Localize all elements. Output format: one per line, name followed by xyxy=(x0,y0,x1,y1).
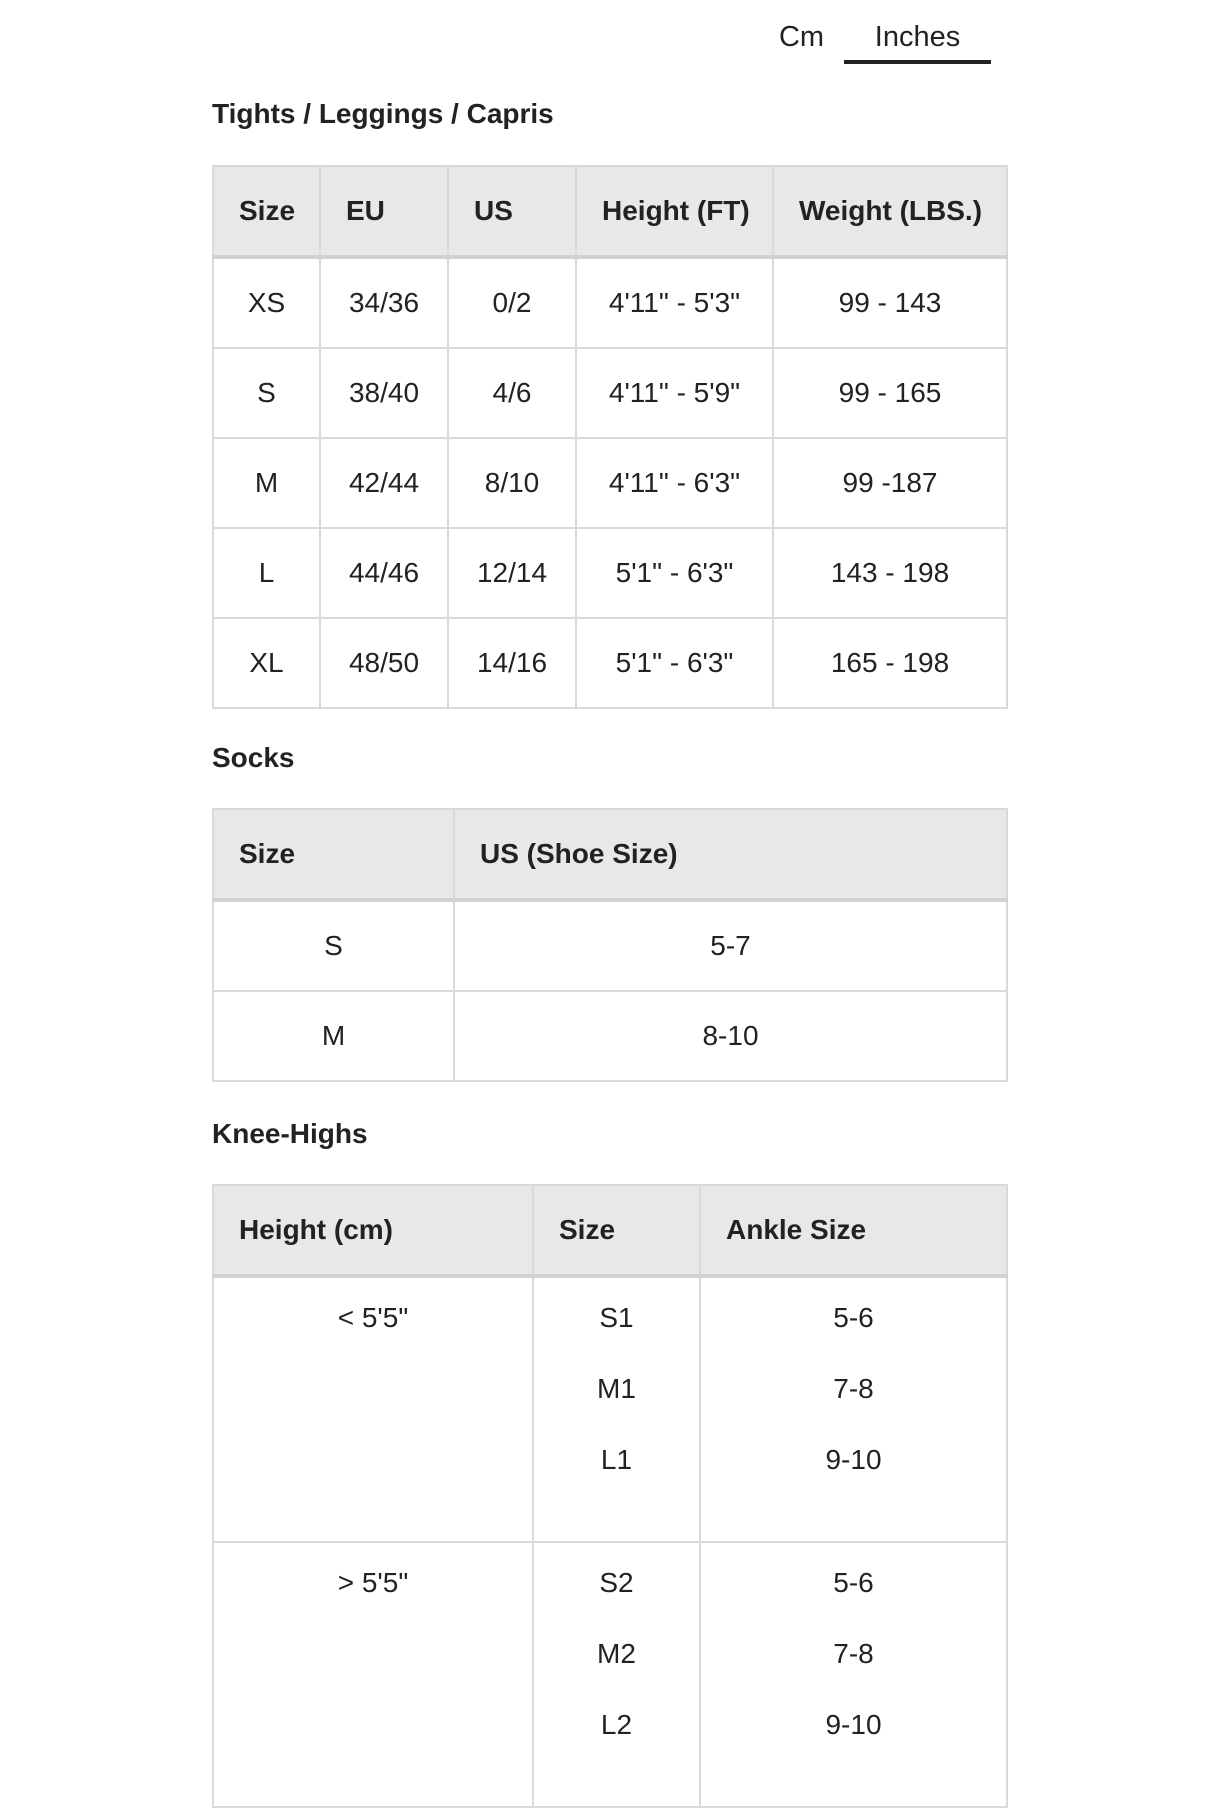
height-value: > 5'5" xyxy=(337,1567,409,1598)
size-value: L2 xyxy=(600,1709,633,1740)
height-cell: 4'11" - 5'3" xyxy=(576,257,773,348)
column-header-us-shoe-size: US (Shoe Size) xyxy=(454,809,1007,900)
column-header-height: Height (cm) xyxy=(213,1185,533,1276)
us-cell: 8/10 xyxy=(448,438,576,528)
size-cell xyxy=(533,1276,700,1542)
height-cell: 4'11" - 5'9" xyxy=(576,348,773,438)
ankle-size-value: 5-6 xyxy=(833,1567,874,1598)
tights-section-title: Tights / Leggings / Capris xyxy=(212,98,554,129)
size-value: S1 xyxy=(599,1302,634,1333)
tights-size-table xyxy=(212,165,1008,709)
socks-section-title: Socks xyxy=(212,742,295,773)
size-cell: S xyxy=(213,900,454,991)
eu-cell: 38/40 xyxy=(320,348,448,438)
size-value: M1 xyxy=(597,1373,636,1404)
size-cell: XL xyxy=(213,618,320,708)
column-header-eu: EU xyxy=(320,166,448,257)
height-cell xyxy=(213,1542,533,1807)
table-header-row xyxy=(213,166,1007,257)
ankle-size-value: 7-8 xyxy=(833,1373,874,1404)
shoe-size-cell: 8-10 xyxy=(454,991,1007,1081)
weight-cell: 99 - 165 xyxy=(773,348,1007,438)
ankle-size-value: 9-10 xyxy=(825,1444,882,1475)
table-row xyxy=(213,528,1007,618)
socks-size-table xyxy=(212,808,1008,1082)
size-cell: M xyxy=(213,438,320,528)
table-row xyxy=(213,438,1007,528)
ankle-size-cell xyxy=(700,1542,1007,1807)
us-cell: 4/6 xyxy=(448,348,576,438)
ankle-size-cell xyxy=(700,1276,1007,1542)
eu-cell: 34/36 xyxy=(320,257,448,348)
eu-cell: 48/50 xyxy=(320,618,448,708)
column-header-height: Height (FT) xyxy=(576,166,773,257)
size-cell xyxy=(533,1542,700,1807)
inches-tab[interactable]: Inches xyxy=(844,14,991,64)
column-header-size: Size xyxy=(533,1185,700,1276)
ankle-size-value: 9-10 xyxy=(825,1709,882,1740)
size-value: M2 xyxy=(597,1638,636,1669)
height-cell: 5'1" - 6'3" xyxy=(576,528,773,618)
ankle-size-value: 5-6 xyxy=(833,1302,874,1333)
table-row xyxy=(213,991,1007,1081)
ankle-size-value: 7-8 xyxy=(833,1638,874,1669)
weight-cell: 165 - 198 xyxy=(773,618,1007,708)
eu-cell: 42/44 xyxy=(320,438,448,528)
table-row xyxy=(213,348,1007,438)
table-row xyxy=(213,257,1007,348)
table-row xyxy=(213,618,1007,708)
column-header-us: US xyxy=(448,166,576,257)
column-header-size: Size xyxy=(213,166,320,257)
table-row xyxy=(213,1276,1007,1542)
height-cell xyxy=(213,1276,533,1542)
table-row xyxy=(213,1542,1007,1807)
weight-cell: 143 - 198 xyxy=(773,528,1007,618)
size-cell: XS xyxy=(213,257,320,348)
column-header-weight: Weight (LBS.) xyxy=(773,166,1007,257)
us-cell: 12/14 xyxy=(448,528,576,618)
height-cell: 5'1" - 6'3" xyxy=(576,618,773,708)
us-cell: 0/2 xyxy=(448,257,576,348)
knee-highs-size-table xyxy=(212,1184,1008,1808)
shoe-size-cell: 5-7 xyxy=(454,900,1007,991)
size-cell: L xyxy=(213,528,320,618)
weight-cell: 99 - 143 xyxy=(773,257,1007,348)
knee-highs-section-title: Knee-Highs xyxy=(212,1118,368,1149)
column-header-size: Size xyxy=(213,809,454,900)
height-value: < 5'5" xyxy=(337,1302,409,1333)
size-value: L1 xyxy=(600,1444,633,1475)
height-cell: 4'11" - 6'3" xyxy=(576,438,773,528)
table-header-row xyxy=(213,1185,1007,1276)
size-cell: S xyxy=(213,348,320,438)
column-header-ankle-size: Ankle Size xyxy=(700,1185,1007,1276)
size-cell: M xyxy=(213,991,454,1081)
weight-cell: 99 -187 xyxy=(773,438,1007,528)
cm-tab[interactable]: Cm xyxy=(778,21,825,53)
size-value: S2 xyxy=(599,1567,634,1598)
table-header-row xyxy=(213,809,1007,900)
us-cell: 14/16 xyxy=(448,618,576,708)
eu-cell: 44/46 xyxy=(320,528,448,618)
table-row xyxy=(213,900,1007,991)
